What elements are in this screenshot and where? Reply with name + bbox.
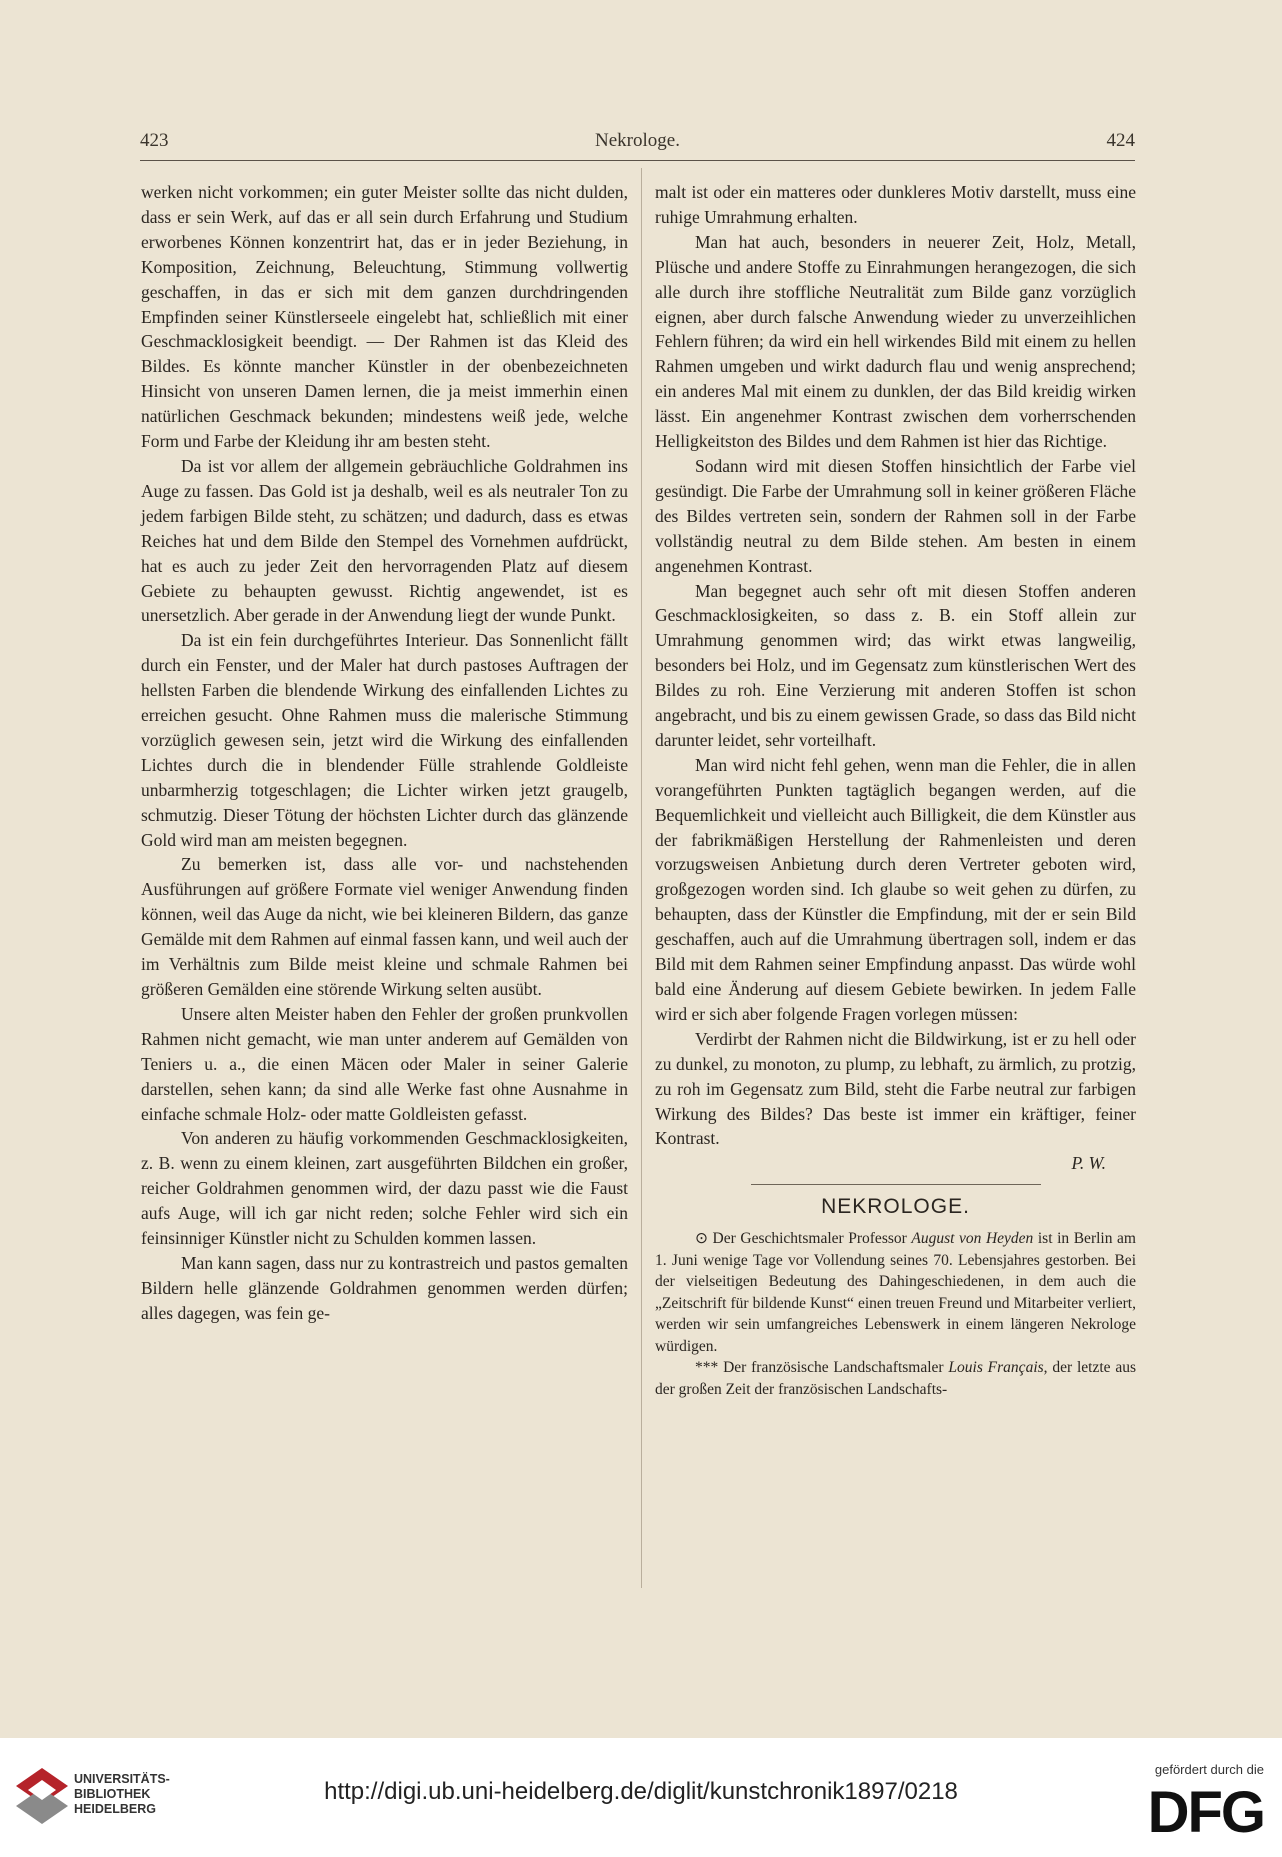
paragraph: Man kann sagen, dass nur zu kontrastreich und pastos gemalten Bildern helle glänzende Goldrahmen genommen werden dürfen; alles dagegen, was fein ge- <box>141 1252 628 1323</box>
paragraph: Sodann wird mit diesen Stoffen hinsichtlich der Farbe viel gesündigt. Die Farbe der Umrahmung soll in keiner größeren Fläche des Bildes vertreten sein, sondern der Rahmen soll in der Farbe vollständig neutral zu dem Bilde stehen. Am besten in einem angenehmen Kontrast. <box>655 455 1136 576</box>
paragraph: Verdirbt der Rahmen nicht die Bildwirkung, ist er zu hell oder zu dunkel, zu monoton, zu plump, zu lebhaft, zu ärmlich, zu protzig, zu roh im Gegensatz zum Bild, steht die Farbe neutral zur farbigen Wirkung des Bildes? Das beste ist immer ein kräftiger, feiner Kontrast. <box>655 1028 1136 1149</box>
paragraph: Man hat auch, besonders in neuerer Zeit, Holz, Metall, Plüsche und andere Stoffe zu Einrahmungen herangezogen, die sich alle durch ihre stoffliche Neutralität zum Bilde ganz vorzüglich eignen, aber durch falsche Anwendung wieder zu unverzeihlichen Fehlern führen; da wird ein hell wirkendes Bild mit einem zu hellen Rahmen umgeben und wirkt dadurch flau und wenig ansprechend; ein anderes Mal mit einem zu dunklen, der das Bild kreidig wirken lässt. Ein angenehmer Kontrast zwischen dem vorherrschenden Helligkeitston des Bildes und dem Rahmen ist hier das Richtige. <box>655 231 1136 452</box>
running-header <box>140 130 1135 156</box>
entry-text: , der letzte aus der großen Zeit der französischen Landschafts- <box>655 1359 1136 1398</box>
paragraph: Zu bemerken ist, dass alle vor- und nachstehenden Ausführungen auf größere Formate viel weniger Anwendung finden können, weil das Auge da nicht, wie bei kleineren Bildern, das ganze Gemälde mit dem Rahmen auf einmal fassen kann, und weil auch der im Verhältnis zum Bilde meist kleine und schmale Rahmen bei größeren Gemälden eine störende Wirkung selten ausübt. <box>141 854 628 999</box>
dfg-logo[interactable]: DFG <box>1147 1780 1264 1845</box>
paragraph: Da ist ein fein durchgeführtes Interieur. Das Sonnenlicht fällt durch ein Fenster, und der Maler hat durch pastoses Auftragen der hellsten Farben die blendende Wirkung des einfallenden Lichtes zu erreichen gesucht. Ohne Rahmen muss die malerische Stimmung vorzüglich gewesen sein, jetzt wird die Wirkung des einfallenden Lichtes durch die in blendender Fülle strahlende Goldleiste unbarmherzig totgeschlagen; die Lichter wirken jetzt graugelb, schmutzig. Dieser Tötung der höchsten Lichter durch das glänzende Gold wird man am meisten begegnen. <box>141 630 628 850</box>
paragraph: werken nicht vorkommen; ein guter Meister sollte das nicht dulden, dass er sein Werk, auf das er all sein durch Erfahrung und Studium erworbenes Können konzentrirt hat, das er in jeder Beziehung, in Komposition, Zeichnung, Beleuchtung, Stimmung vollwertig geschaffen, in das er sich mit dem ganzen durchdringenden Empfinden seiner Künstlerseele eingelebt hat, schließlich mit einer Geschmacklosigkeit beendigt. — Der Rahmen ist das Kleid des Bildes. Es könnte mancher Künstler in der obenbezeichneten Hinsicht von unseren Damen lernen, die ja meist immerhin einen natürlichen Geschmack bekunden; mindestens weiß jede, welche Form und Farbe der Kleidung ihr am besten steht. <box>141 182 628 452</box>
paragraph: Unsere alten Meister haben den Fehler der großen prunkvollen Rahmen nicht gemacht, wie man unter anderem auf Gemälden von Teniers u. a., die einen Mäcen oder Maler in seiner Galerie darstellen, sehen kann; da sind alle Werke fast ohne Ausnahme in einfache schmale Holz- oder matte Goldleisten gefasst. <box>141 1003 628 1124</box>
necrology-entry <box>655 1228 1136 1357</box>
library-name: UNIVERSITÄTS- BIBLIOTHEK HEIDELBERG <box>74 1772 170 1816</box>
paragraph: Man begegnet auch sehr oft mit diesen Stoffen anderen Geschmacklosigkeiten, so dass z. B. ein Stoff allein zur Umrahmung genommen wird; das wirkt etwas langweilig, besonders bei Holz, und im Gegensatz zum künstlerischen Wert des Bildes zu roh. Eine Verzierung mit anderen Stoffen ist schon angebracht, und bis zu einem gewissen Grade, so dass das Bild nicht darunter leidet, sehr vorteilhaft. <box>655 580 1136 750</box>
right-column <box>655 180 1136 1400</box>
left-column <box>141 180 628 1326</box>
header-rule <box>140 160 1135 161</box>
entry-prefix: ⊙ Der Geschichtsmaler Professor <box>695 1230 912 1248</box>
section-title: NEKROLOGE. <box>821 1195 970 1219</box>
paragraph: Man wird nicht fehl gehen, wenn man die Fehler, die in allen vorangeführten Punkten tagtäglich begangen werden, auf die Bequemlichkeit und vielleicht auch Billigkeit, die dem Künstler aus der fabrikmäßigen Herstellung der Rahmenleisten und deren vorzugsweisen Anbietung durch deren Vertreter geboten wird, großgezogen worden sind. Ich glaube so weit gehen zu dürfen, zu behaupten, dass der Künstler die Empfindung, mit der er sein Bild geschaffen, auch auf die Umrahmung übertragen soll, indem er das Bild mit dem Rahmen seiner Empfindung anpasst. Das würde wohl bald eine Änderung auf diesem Gebiete bewirken. In jedem Falle wird er sich aber folgende Fragen vorlegen müssen: <box>655 754 1136 1024</box>
funding-note: gefördert durch die <box>1154 1762 1264 1777</box>
person-name: August von Heyden <box>911 1230 1034 1248</box>
entry-text: ist in Berlin am 1. Juni wenige Tage vor Vollendung seines 70. Lebensjahres gestorben. Bei der vielseitigen Bedeutung des Dahingeschiedenen, in dem auch die „Zeitschrift für bildende Kunst“ einen treuen Freund und Mitarbeiter verliert, werden wir sein umfangreiches Lebenswerk in einem längeren Nekrologe würdigen. <box>655 1230 1136 1355</box>
entry-prefix: *** Der französische Landschaftsmaler <box>695 1359 949 1377</box>
viewer-footer <box>0 1738 1282 1857</box>
page-number-left: 423 <box>140 130 169 151</box>
necrology-entry <box>655 1357 1136 1400</box>
page-number-right: 424 <box>1106 130 1135 151</box>
running-title: Nekrologe. <box>595 130 680 151</box>
paragraph: malt ist oder ein matteres oder dunkleres Motiv darstellt, muss eine ruhige Umrahmung erhalten. <box>655 182 1136 227</box>
column-divider <box>641 168 642 1588</box>
author-signature: P. W. <box>1071 1153 1106 1174</box>
permalink-url[interactable]: http://digi.ub.uni-heidelberg.de/diglit/kunstchronik1897/0218 <box>324 1778 958 1805</box>
person-name: Louis Français <box>948 1359 1044 1377</box>
section-rule <box>751 1184 1041 1185</box>
paragraph: Da ist vor allem der allgemein gebräuchliche Goldrahmen ins Auge zu fassen. Das Gold ist ja deshalb, weil es als neutraler Ton zu jedem farbigen Bilde steht, zu schätzen; und dadurch, dass es etwas Reiches hat und dem Bilde den Stempel des Vornehmen aufdrückt, hat es auch zu jeder Zeit den hervorragenden Platz auf diesem Gebiete zu behaupten gewusst. Richtig angewendet, ist es unersetzlich. Aber gerade in der Anwendung liegt der wunde Punkt. <box>141 455 628 626</box>
paragraph: Von anderen zu häufig vorkommenden Geschmacklosigkeiten, z. B. wenn zu einem kleinen, zart ausgeführten Bildchen ein großer, reicher Goldrahmen genommen wird, der dazu passt wie die Faust aufs Auge, will ich gar nicht reden; solche Fehler wird sich ein feinsinniger Künstler nicht zu Schulden kommen lassen. <box>141 1128 628 1249</box>
